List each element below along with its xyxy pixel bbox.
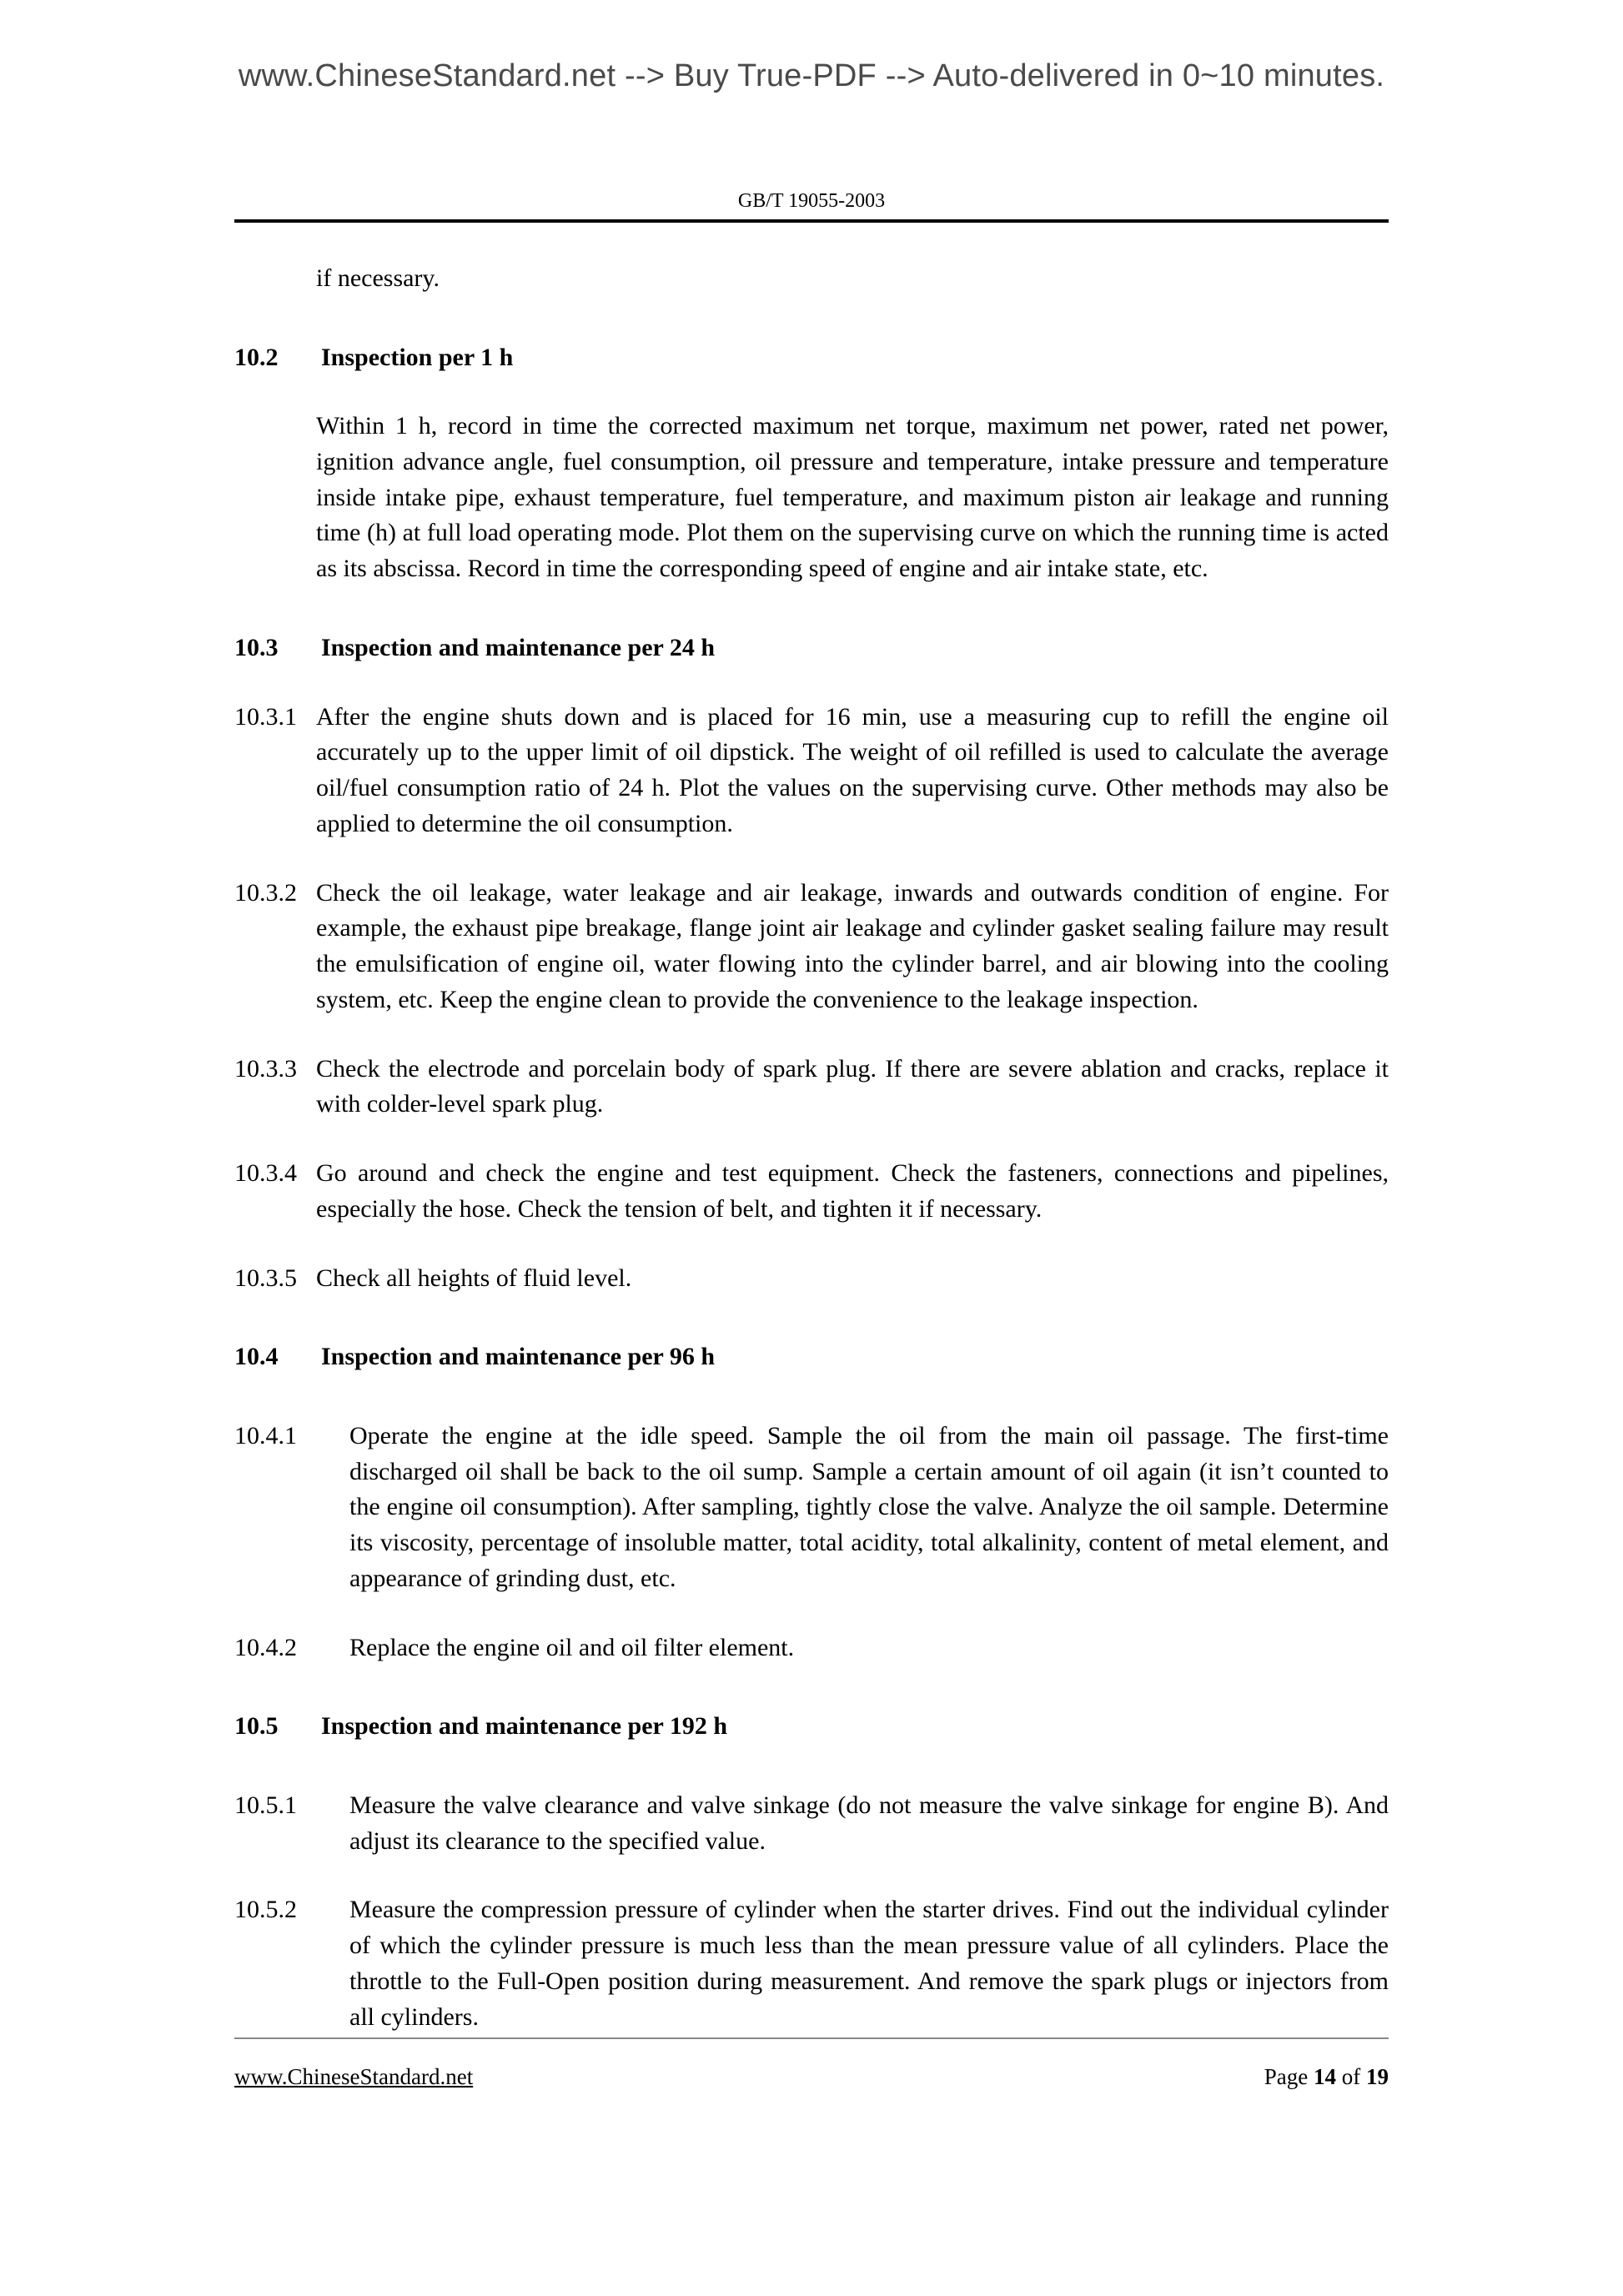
continued-text: if necessary. xyxy=(316,264,440,292)
spacer xyxy=(234,1228,1389,1261)
document-body xyxy=(234,261,1389,2035)
clause-text: Check all heights of fluid level. xyxy=(316,1264,632,1292)
clause-number: 10.5.1 xyxy=(234,1791,297,1819)
clause-10-3-2 xyxy=(234,876,1389,1018)
footer-site-link[interactable]: www.ChineseStandard.net xyxy=(234,2064,474,2089)
clause-text: Check the electrode and porcelain body of spark plug. If there are severe ablation and cracks, replace it with colder-level spark plug. xyxy=(316,1054,1389,1118)
running-header xyxy=(234,190,1389,229)
section-heading-10-5 xyxy=(234,1709,1389,1745)
section-heading-10-2 xyxy=(234,340,1389,376)
clause-10-5-1 xyxy=(234,1788,1389,1860)
section-number: 10.2 xyxy=(234,343,279,371)
spacer xyxy=(234,1123,1389,1156)
page-current-number: 14 xyxy=(1314,2064,1336,2089)
clause-10-5-2 xyxy=(234,1892,1389,2035)
section-10-2-paragraph: Within 1 h, record in time the corrected maximum net torque, maximum net power, rated net power, ignition advance angle, fuel consumption, oil pressure and temperature, intake pressure and temperature inside intake pipe, exhaust temperature, fuel temperature, and maximum piston air leakage and running time (h) at full load operating mode. Plot them on the supervising curve on which the running time is acted as its abscissa. Record in time the corresponding speed of engine and air intake state, etc. xyxy=(316,412,1389,583)
page-prefix-label: Page xyxy=(1264,2064,1309,2089)
clause-number: 10.3.5 xyxy=(234,1264,297,1292)
clause-10-3-1 xyxy=(234,700,1389,842)
clause-10-3-3 xyxy=(234,1052,1389,1123)
spacer xyxy=(234,1296,1389,1339)
clause-10-4-1 xyxy=(234,1419,1389,1597)
section-title: Inspection and maintenance per 192 h xyxy=(321,1712,728,1741)
spacer xyxy=(234,1859,1389,1892)
footer-row xyxy=(234,2064,1389,2090)
section-heading-10-4 xyxy=(234,1339,1389,1375)
clause-text: Measure the compression pressure of cylinder when the starter drives. Find out the individual cylinder of which the cylinder pressure is much less than the mean pressure value of all cylinders. Place the throttle to the Full-Open position during measurement. And remove the spark plugs or injectors from all cylinders. xyxy=(349,1896,1389,2031)
clause-text: Go around and check the engine and test equipment. Check the fasteners, connections and pipelines, especially the hose. Check the tension of belt, and tighten it if necessary. xyxy=(316,1159,1389,1223)
page-footer xyxy=(234,2037,1389,2090)
clause-text: Measure the valve clearance and valve sinkage (do not measure the valve sinkage for engine B). And adjust its clearance to the specified value. xyxy=(349,1791,1389,1855)
clause-text: Replace the engine oil and oil filter element. xyxy=(349,1633,795,1661)
clause-number: 10.3.1 xyxy=(234,702,297,731)
section-heading-10-3 xyxy=(234,631,1389,666)
section-number: 10.5 xyxy=(234,1712,279,1741)
spacer xyxy=(234,1665,1389,1709)
standard-number: GB/T 19055-2003 xyxy=(737,190,886,212)
clause-number: 10.4.1 xyxy=(234,1421,297,1449)
spacer xyxy=(234,1745,1389,1788)
section-title: Inspection and maintenance per 24 h xyxy=(321,633,716,661)
clause-text: Operate the engine at the idle speed. Sample the oil from the main oil passage. The first-time discharged oil shall be back to the oil sump. Sample a certain amount of oil again (it isn’t counted to the engine oil consumption). After sampling, tightly close the valve. Analyze the oil sample. Determine its viscosity, percentage of insoluble matter, total acidity, total alkalinity, content of metal element, and appearance of grinding dust, etc. xyxy=(349,1421,1389,1592)
page-number xyxy=(1264,2064,1389,2090)
clause-10-4-2 xyxy=(234,1630,1389,1666)
spacer xyxy=(234,666,1389,700)
section-title: Inspection per 1 h xyxy=(321,343,514,371)
spacer xyxy=(234,375,1389,409)
spacer xyxy=(234,1597,1389,1630)
spacer xyxy=(234,842,1389,876)
section-number: 10.4 xyxy=(234,1343,279,1371)
clause-10-3-4 xyxy=(234,1156,1389,1228)
spacer xyxy=(234,587,1389,631)
footer-divider xyxy=(234,2037,1389,2039)
header-divider xyxy=(234,219,1389,223)
spacer xyxy=(234,297,1389,340)
clause-number: 10.3.3 xyxy=(234,1054,297,1083)
section-title: Inspection and maintenance per 96 h xyxy=(321,1343,716,1371)
clause-number: 10.5.2 xyxy=(234,1896,297,1924)
spacer xyxy=(234,1018,1389,1052)
spacer xyxy=(234,1375,1389,1419)
clause-number: 10.3.4 xyxy=(234,1159,297,1188)
clause-text: After the engine shuts down and is placed for 16 min, use a measuring cup to refill the engine oil accurately up to the upper limit of oil dipstick. The weight of oil refilled is used to calculate the average oil/fuel consumption ratio of 24 h. Plot the values on the supervising curve. Other methods may also be applied to determine the oil consumption. xyxy=(316,702,1389,837)
clause-number: 10.3.2 xyxy=(234,878,297,907)
page-of-label: of xyxy=(1341,2064,1361,2089)
page-total-number: 19 xyxy=(1366,2064,1389,2089)
promo-banner xyxy=(0,58,1623,94)
clause-text: Check the oil leakage, water leakage and air leakage, inwards and outwards condition of engine. For example, the exhaust pipe breakage, flange joint air leakage and cylinder gasket sealing failure may result the emulsification of engine oil, water flowing into the cylinder barrel, and air blowing into the cooling system, etc. Keep the engine clean to provide the convenience to the leakage inspection. xyxy=(316,878,1389,1013)
section-number: 10.3 xyxy=(234,633,279,661)
promo-banner-text: www.ChineseStandard.net --> Buy True-PDF --> Auto-delivered in 0~10 minutes. xyxy=(238,58,1385,93)
clause-number: 10.4.2 xyxy=(234,1633,297,1661)
clause-10-3-5 xyxy=(234,1261,1389,1297)
